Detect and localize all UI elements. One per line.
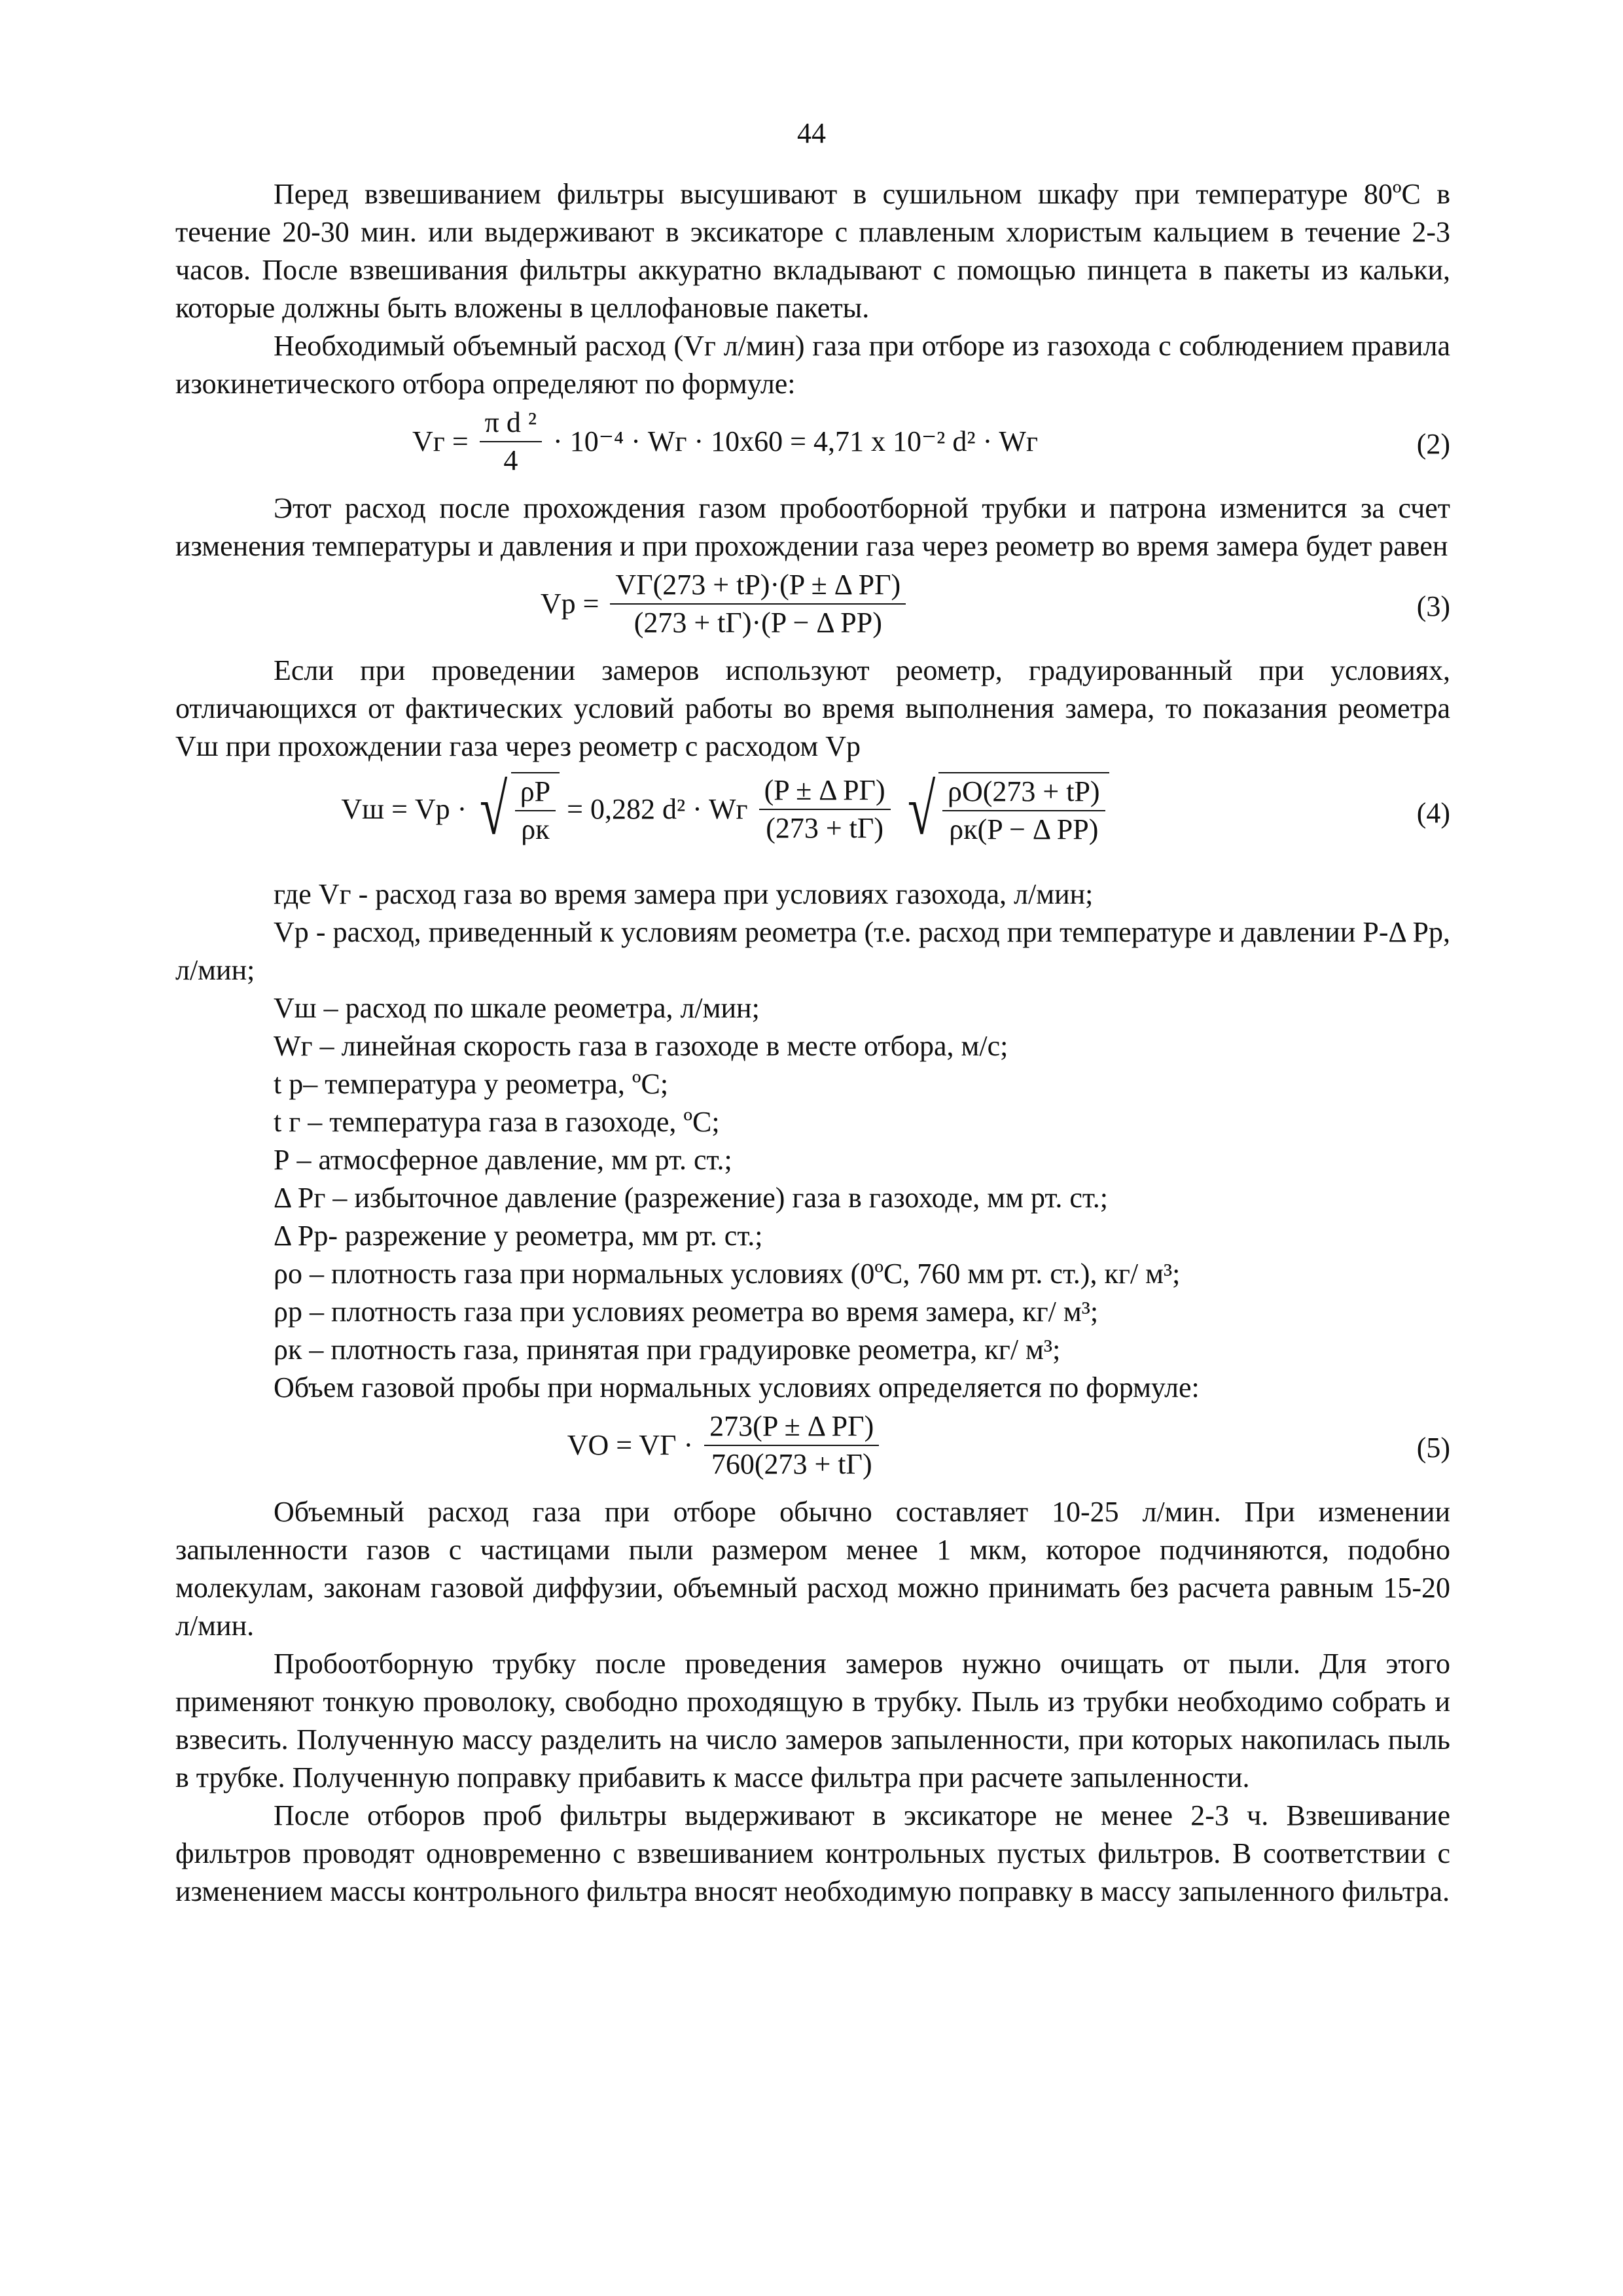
fraction-denominator: ρк(P − Δ PP)	[949, 813, 1099, 845]
fraction-numerator: VГ(273 + tP)·(P ± Δ PГ)	[610, 568, 906, 605]
formula-fraction	[759, 773, 891, 845]
formula-fraction	[480, 406, 542, 478]
fraction-denominator: (273 + tГ)·(P − Δ PP)	[633, 607, 882, 639]
formula-lhs: Vp =	[540, 588, 599, 620]
formula-mid: = 0,282 d² · Wг	[567, 793, 748, 825]
page-number: 44	[797, 117, 826, 149]
formula-number: (5)	[1416, 1432, 1450, 1464]
definition-item: ρр – плотность газа при условиях реометра во время замера, кг/ м³;	[274, 1296, 1099, 1328]
formula-4	[175, 768, 1450, 860]
formula-fraction	[515, 775, 556, 847]
fraction-numerator: ρO(273 + tP)	[942, 775, 1105, 811]
paragraph: Объемный расход газа при отборе обычно составляет 10-25 л/мин. При изменении запыленности газов с частицами пыли размером менее 1 мкм, которое подчиняются, подобно молекулам, законам газовой диффузии, объемный расход можно принимать без расчета равным 15-20 л/мин.	[175, 1496, 1450, 1642]
radical-sign: √	[907, 769, 935, 849]
square-root	[474, 769, 560, 849]
formula-number: (4)	[1416, 797, 1450, 829]
paragraph: Пробоотборную трубку после проведения замеров нужно очищать от пыли. Для этого применяют тонкую проволоку, свободно проходящую в трубку. Пыль из трубки необходимо собрать и взвесить. Полученную массу разделить на число замеров запыленности, при которых накопилась пыль в трубке. Полученную поправку прибавить к массе фильтра при расчете запыленности.	[175, 1648, 1450, 1793]
fraction-denominator: (273 + tГ)	[766, 812, 883, 844]
definition-item: t р– температура у реометра, ºС;	[274, 1068, 669, 1100]
definition-item: Wг – линейная скорость газа в газоходе в месте отбора, м/с;	[274, 1030, 1008, 1062]
document-body	[175, 175, 1450, 1911]
paragraph: После отборов проб фильтры выдерживают в эксикаторе не менее 2-3 ч. Взвешивание фильтров проводят одновременно с взвешиванием контрольных пустых фильтров. В соответствии с изменением массы контрольного фильтра вносят необходимую поправку в массу запыленного фильтра.	[175, 1799, 1450, 1907]
definition-item: Vш – расход по шкале реометра, л/мин;	[274, 992, 760, 1024]
definition-item: Δ Рр- разрежение у реометра, мм рт. ст.;	[274, 1220, 763, 1252]
definition-item: Объем газовой пробы при нормальных условиях определяется по формуле:	[274, 1371, 1200, 1404]
formula-2	[175, 406, 1450, 484]
paragraph: Перед взвешиванием фильтры высушивают в сушильном шкафу при температуре 80ºС в течение 20-30 мин. или выдерживают в эксикаторе с плавленым хлористым кальцием в течение 2-3 часов. После взвешивания фильтры аккуратно вкладывают с помощью пинцета в пакеты из кальки, которые должны быть вложены в целлофановые пакеты.	[175, 178, 1450, 324]
definition-item: t г – температура газа в газоходе, ºС;	[274, 1106, 720, 1138]
formula-number: (3)	[1416, 590, 1450, 622]
fraction-numerator: ρP	[515, 775, 556, 811]
formula-fraction	[610, 568, 906, 640]
formula-5	[175, 1409, 1450, 1488]
paragraph: Если при проведении замеров используют реометр, градуированный при условиях, отличающихся от фактических условий работы во время выполнения замера, то показания реометра Vш при прохождении газа через реометр с расходом Vр	[175, 654, 1450, 762]
definition-item: где Vг - расход газа во время замера при условиях газохода, л/мин;	[274, 878, 1094, 910]
definition-item: ρо – плотность газа при нормальных условиях (0ºС, 760 мм рт. ст.), кг/ м³;	[274, 1258, 1181, 1290]
square-root	[902, 769, 1109, 849]
definition-item: Δ Рг – избыточное давление (разрежение) газа в газоходе, мм рт. ст.;	[274, 1182, 1108, 1214]
paragraph: Этот расход после прохождения газом пробоотборной трубки и патрона изменится за счет изменения температуры и давления и при прохождении газа через реометр во время замера будет равен	[175, 492, 1450, 562]
definition-item: Vр - расход, приведенный к условиям реометра (т.е. расход при температуре и давлении P-Δ Рр, л/мин;	[175, 916, 1450, 986]
fraction-denominator: 760(273 + tГ)	[711, 1448, 872, 1480]
definition-item: ρк – плотность газа, принятая при градуировке реометра, кг/ м³;	[274, 1333, 1061, 1366]
formula-number: (2)	[1416, 428, 1450, 460]
fraction-denominator: 4	[503, 444, 518, 476]
definition-item: Р – атмосферное давление, мм рт. ст.;	[274, 1144, 732, 1176]
formula-lhs: VO = VГ ·	[567, 1429, 694, 1461]
fraction-numerator: π d ²	[480, 406, 542, 442]
radical-sign: √	[480, 769, 508, 849]
formula-fraction	[704, 1409, 879, 1481]
fraction-numerator: (P ± Δ PГ)	[759, 773, 891, 810]
formula-lhs: Vш = Vр ·	[341, 793, 467, 825]
fraction-denominator: ρк	[521, 813, 550, 845]
paragraph: Необходимый объемный расход (Vг л/мин) газа при отборе из газохода с соблюдением правила изокинетического отбора определяют по формуле:	[175, 330, 1450, 400]
fraction-numerator: 273(P ± Δ PГ)	[704, 1409, 879, 1446]
formula-lhs: Vг =	[412, 425, 469, 457]
definitions-list	[175, 875, 1450, 1407]
formula-3	[175, 568, 1450, 646]
formula-rhs: · 10⁻⁴ · Wг · 10х60 = 4,71 х 10⁻² d² · Wг	[553, 425, 1038, 457]
formula-fraction	[942, 775, 1105, 847]
